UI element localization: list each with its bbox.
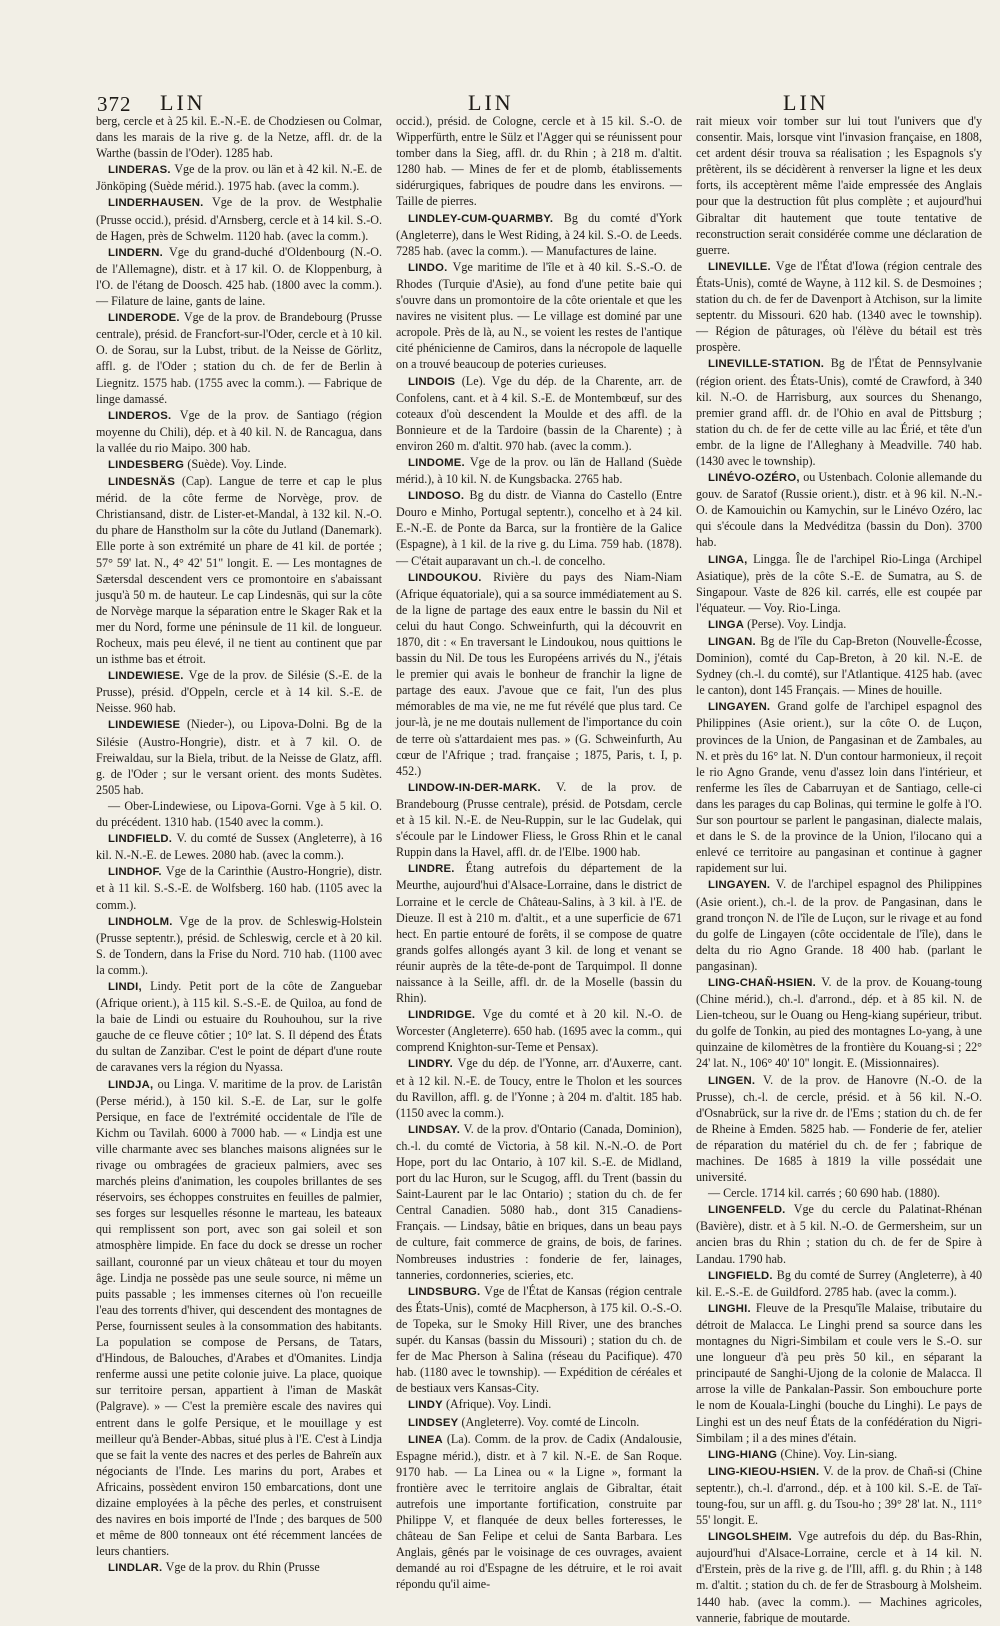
entry-body: Vge de la prov. ou län de Halland (Suède mérid.), à 10 kil. N. de Kungsbacka. 2765 hab. xyxy=(396,454,682,487)
dictionary-entry xyxy=(96,194,382,243)
entry-body: Vge de la prov. de Westphalie (Prusse occid.), présid. d'Arnsberg, cercle et à 14 kil. S.-O. de Hagen, près de Schwelm. 1120 hab. (avec la comm.). xyxy=(96,195,382,243)
entry-headword: LINEA xyxy=(408,1433,443,1446)
dictionary-entry xyxy=(396,779,682,860)
entry-headword: LINDFIELD. xyxy=(108,833,173,846)
dictionary-entry xyxy=(696,113,982,258)
entry-body: (Afrique). Voy. Lindi. xyxy=(446,1397,552,1412)
entry-body: V. de la prov. de Brandebourg (Prusse centrale), présid. de Potsdam, cercle et à 15 kil. N.-E. de Neu-Ruppin, sur le lac Gudelak, qui s'écoule par le Lindower Fliess, le Gross Rhin et le canal Ruppin dans la Havel, affl. dr. de l'Elbe. 1900 hab. xyxy=(396,779,682,860)
dictionary-entry xyxy=(396,1055,682,1120)
entry-headword: LINGAN. xyxy=(708,636,756,648)
entry-body: — Ober-Lindewiese, ou Lipova-Gorni. Vge à 5 kil. O. du précédent. 1310 hab. (1540 avec la comm.). xyxy=(96,798,382,830)
dictionary-entry xyxy=(396,860,682,1006)
entry-body: (Le). Vge du dép. de la Charente, arr. de Confolens, cant. et à 4 kil. S.-E. de Montembœuf, sur des coteaux d'où descendent la Moulde et des affl. de la Bonnieure et de la Tardoire (bassin de la Charente) ; à environ 260 m. d'altit. 970 hab. (avec la comm.). xyxy=(396,373,683,453)
dictionary-entry xyxy=(96,1076,382,1560)
entry-headword: LING-KIEOU-HSIEN. xyxy=(708,1465,820,1478)
entry-headword: LINDSEY xyxy=(408,1416,459,1429)
entry-headword: LINGHI. xyxy=(708,1302,751,1315)
entry-body: Vge de l'État de Kansas (région centrale des États-Unis), comté de Macpherson, à 175 kil. O.-S.-O. de Topeka, sur le Smoky Hill River, une des branches supér. du Kansas (bassin du Missouri) ; station du ch. de fer de Mac Pherson à Salina (réseau du Pacifique). 470 hab. (1180 avec le township). — Expédition de céréales et de bestiaux vers Kansas-City. xyxy=(396,1283,683,1396)
entry-headword: LINDRE. xyxy=(408,863,455,876)
entry-headword: LINEVILLE-STATION. xyxy=(708,358,825,371)
entry-body: Vge de la prov. du Rhin (Prusse xyxy=(165,1560,320,1575)
entry-body: Vge de la prov. de Silésie (S.-E. de la Prusse), présid. d'Oppeln, cercle et à 14 kil. S.-E. de Neisse. 960 hab. xyxy=(96,668,383,716)
entry-headword: LINDERODE. xyxy=(108,312,180,325)
dictionary-entry xyxy=(696,1267,982,1300)
entry-body: (Chine). Voy. Lin-siang. xyxy=(780,1446,898,1461)
entry-headword: LINÉVO-OZÉRO, xyxy=(708,472,800,485)
entry-headword: LINDSAY. xyxy=(408,1123,461,1136)
entry-body: Vge autrefois du dép. du Bas-Rhin, aujourd'hui d'Alsace-Lorraine, cercle et à 14 kil. N. d'Erstein, près de la rive g. de l'Ill, affl. g. du Rhin ; à 148 m. d'altit. ; station du ch. de fer de Strasbourg à Molsheim. 1440 hab. (avec la comm.). — Machines agricoles, vannerie, fabrique de moutarde. xyxy=(696,1529,983,1625)
dictionary-entry xyxy=(96,978,382,1076)
entry-headword: LINDESBERG xyxy=(108,458,185,471)
entry-body: rait mieux voir tomber sur lui tout l'univers que d'y consentir. Mais, lorsque vint l'invasion française, en 1808, cet ardent désir trouva sa réalisation ; les Espagnols s'y prêtèrent, ils se décidèrent à renverser la ligne et les deux forts, ils acceptèrent même l'aide empressée des Anglais pour que la destruction fût plus complète ; et aujourd'hui Gibraltar dit hautement que toute tentative de reconstruction serait considérée comme une déclaration de guerre. xyxy=(696,114,982,257)
dictionary-entry xyxy=(396,1396,682,1413)
dictionary-entry xyxy=(696,1528,982,1626)
entry-body: Fleuve de la Presqu'île Malaise, tributaire du détroit de Malacca. Le Linghi prend sa source dans les montagnes du Nigri-Simbilam et coule vers le S.-O. sur une longueur d'à peu près 50 kil., en séparant la principauté de Sanghi-Ujong de la colonie de Malacca. Il arrose la ville de Pankalan-Passir. Son embouchure porte le nom de Kouala-Linghi (bouche du Linghi). Le pays de Linghi est un des neuf États de la confédération du Nigri-Simbilam ; il a des mines d'étain. xyxy=(696,1300,982,1445)
entry-headword: LINGENFELD. xyxy=(708,1204,786,1217)
entry-body: V. de la prov. d'Ontario (Canada, Dominion), ch.-l. du comté de Victoria, à 58 kil. N.-N.-O. de Port Hope, port du lac Ontario, à 107 kil. S.-E. de Midland, port du lac Huron, sur le Scugog, affl. du Trent (bassin du Saint-Laurent par le lac Ontario) ; station du ch. de fer Central Canadien. 5080 hab., dont 315 Canadiens-Français. — Lindsay, bâtie en briques, dans un beau pays de culture, fait commerce de grains, de bois, de farines. Nombreuses industries : fonderie de fer, lainages, tanneries, cordonneries, scieries, etc. xyxy=(396,1121,683,1282)
dictionary-entry xyxy=(96,473,382,667)
entry-headword: LINGAYEN. xyxy=(708,701,771,714)
dictionary-entry xyxy=(696,633,982,698)
entry-body: Étang autrefois du département de la Meurthe, aujourd'hui d'Alsace-Lorraine, dans le district de Lorraine et le cercle de Château-Salins, à 3 kil. à l'E. de Dieuze. Il est à 210 m. d'altit., et a une superficie de 671 hect. En partie entouré de forêts, il se compose de quatre grands golfes allongés ayant 3 kil. de long et venant se réunir auprès de la tête-de-pont de Tarquimpol. Il donne naissance à la Seille, affl. dr. de la Moselle (bassin du Rhin). xyxy=(396,861,682,1006)
running-head-left: LIN xyxy=(160,90,206,115)
dictionary-entry xyxy=(96,798,382,830)
dictionary-entry xyxy=(96,113,382,161)
column-right xyxy=(696,113,983,1625)
entry-headword: LING-HIANG xyxy=(708,1448,778,1461)
entry-body: Vge de la prov. de Schleswig-Holstein (Prusse septentr.), présid. de Schleswig, cercle et à 20 kil. S. de Tondern, dans la Frise du Nord. 710 hab. (1100 avec la comm.). xyxy=(96,913,383,977)
dictionary-entry xyxy=(96,667,382,716)
entry-headword: LINGEN. xyxy=(708,1074,756,1087)
entry-headword: LINDLAR. xyxy=(108,1562,163,1575)
entry-headword: LINGOLSHEIM. xyxy=(708,1531,792,1544)
running-head-center: LIN xyxy=(468,90,514,115)
page-number: 372 xyxy=(97,92,132,116)
entry-headword: LINDI, xyxy=(108,980,142,993)
dictionary-entry xyxy=(696,551,982,616)
entry-body: ou Linga. V. maritime de la prov. de Laristân (Perse mérid.), à 150 kil. S.-E. de Lar, sur le golfe Persique, en face de l'extrémité occidentale de l'île de Kichm ou Tavilah. 6000 à 7000 hab. — « Lindja est une ville charmante avec ses blanches maisons alignées sur le rivage ou ombragées de gracieux palmiers, avec ses marchés pleins d'animation, les coupoles brillantes de ses réservoirs, ses échoppes construites en feuilles de palmier, ses forges sur lesquelles résonne le marteau, les bateaux qui remplissent son port, avec son gai soleil et son atmosphère limpide. En face du dock se dresse un rocher saillant, couronné par un vieux château et tour du moyen âge. Lindja ne possède pas une seule source, ni même un puits passable ; les immenses citernes où l'on recueille l'eau des torrents d'hiver, qui descendent des montagnes de Perse, fournissent seules à la consommation des habitants. La population se compose de Persans, de Tatars, d'Hindous, de Balouches, d'Arabes et d'Omanites. Lindja renferme aussi une petite colonie juive. La place, quoique sur territoire persan, appartient à l'iman de Maskât (Palgrave). » — C'est la première escale des navires qui entrent dans le golfe Persique, et le mouillage y est meilleur qu'à Bender-Abbas, situé plus à l'E. C'est à Lindja que se fait la vente des nacres et des perles de Bahreïn aux négociants de l'Inde. Les marins du port, Arabes et Africains, possèdent environ 150 embarcations, dont une dizaine employées à la pêche des perles, et construisent des navires en bois importé de l'Inde ; des barques de 500 et même de 800 tonneaux ont été récemment lancées de leurs chantiers. xyxy=(96,1076,382,1559)
dictionary-entry xyxy=(96,407,382,456)
dictionary-entry xyxy=(96,244,382,309)
entry-headword: LINDRIDGE. xyxy=(408,1009,476,1022)
entry-headword: LINGA xyxy=(708,618,744,631)
dictionary-entry xyxy=(396,1431,682,1593)
entry-body: V. de la prov. de Hanovre (N.-O. de la Prusse), ch.-l. de cercle, présid. et à 56 kil. N.-O. d'Osnabrück, sur la rive dr. de l'Ems ; station du ch. de fer de Rheine à Emden. 5825 hab. — Fonderie de fer, atelier de réparation du matériel du ch. de fer ; fabrique de machines. De 1685 à 1819 la ville possédait une université. xyxy=(696,1072,983,1185)
dictionary-entry xyxy=(696,698,982,876)
entry-body: Vge du comté et à 20 kil. N.-O. de Worcester (Angleterre). 650 hab. (1695 avec la comm., qui comprend Knighton-sur-Teme et Pensax). xyxy=(396,1007,682,1055)
dictionary-entry xyxy=(396,1283,682,1397)
entry-headword: LINDOIS xyxy=(408,375,456,388)
dictionary-entry xyxy=(96,716,382,797)
entry-body: (La). Comm. de la prov. de Cadix (Andalousie, Espagne mérid.), distr. et à 7 kil. N.-E. de San Roque. 9170 hab. — La Linea ou « la Ligne », formant la frontière avec le territoire anglais de Gibraltar, était autrefois une importante fortification, construite par Philippe V, et flanquée de deux belles forteresses, le château de San Felipe et celui de Santa Barbara. Les Anglais, gênés par le voisinage de ces ouvrages, avaient demandé au roi d'Espagne de les détruire, et le roi avait répondu qu'il aime- xyxy=(396,1431,682,1592)
dictionary-entry xyxy=(696,616,982,633)
entry-body: Vge de la Carinthie (Austro-Hongrie), distr. et à 11 kil. S.-S.-E. de Wolfsberg. 160 hab. (1105 avec la comm.). xyxy=(96,864,382,912)
dictionary-entry xyxy=(396,373,682,454)
page-header xyxy=(0,84,1000,114)
dictionary-entry xyxy=(696,1463,982,1528)
entry-headword: LING-CHAÑ-HSIEN. xyxy=(708,976,817,989)
entry-body: Vge de l'État d'Iowa (région centrale des États-Unis), comté de Wayne, à 112 kil. S. de Desmoines ; station du ch. de fer de Davenport à Atchison, sur la limite septentr. du Missouri. 620 hab. (1340 avec le township). — Région de pâturages, où l'élève du bétail est très prospère. xyxy=(696,258,982,355)
entry-body: Vge de la prov. de Santiago (région moyenne du Chili), dép. et à 40 kil. N. de Rancagua, dans la vallée du rio Maipo. 300 hab. xyxy=(96,407,383,455)
entry-headword: LINGA, xyxy=(708,553,748,566)
dictionary-entry xyxy=(396,454,682,487)
entry-headword: LINDSBURG. xyxy=(408,1285,481,1298)
entry-headword: LINDEWIESE. xyxy=(108,670,184,683)
dictionary-entry xyxy=(396,487,682,568)
entry-body: (Angleterre). Voy. comté de Lincoln. xyxy=(461,1414,640,1429)
entry-headword: LINDOME. xyxy=(408,456,465,469)
dictionary-entry xyxy=(96,863,382,912)
entry-body: Rivière du pays des Niam-Niam (Afrique équatoriale), qui a sa source immédiatement au S. de la ligne de partage des eaux entre le bassin du Nil et celui du haut Congo. Schweinfurth, qui la découvrit en 1870, dit : « En traversant le Lindoukou, nous quittions le bassin du Nil. De tous les Européens arrivés du N., j'étais le premier qui avais le bonheur de franchir la ligne de partage des eaux. J'avoue que ce fait, l'un des plus mémorables de ma vie, ne me fut révélé que plus tard. Ce jour-là, je ne me doutais nullement de l'importance du coin de terre où s'attardaient mes pas. » (G. Schweinfurth, Au cœur de l'Afrique ; trad. française ; 1875, Paris, t. I, p. 452.) xyxy=(396,569,682,778)
dictionary-entry xyxy=(696,876,982,974)
text-columns xyxy=(96,113,983,1625)
entry-body: (Perse). Voy. Lindja. xyxy=(747,616,847,631)
entry-body: — Cercle. 1714 kil. carrés ; 60 690 hab. (1880). xyxy=(708,1186,941,1201)
entry-body: Bg de l'État de Pennsylvanie (région orient. des États-Unis), comté de Crawford, à 340 kil. N.-O. de Harrisburg, aux sources du Shenango, premier grand affl. dr. de l'Ohio en aval de Pittsburg ; station du ch. de fer de cette ville au lac Érié, et tête d'un embr. de la ligne de l'Alleghany à Meadville. 740 hab. (1430 avec le township). xyxy=(696,356,982,468)
entry-headword: LINDEWIESE xyxy=(108,719,181,732)
column-left xyxy=(96,113,383,1575)
dictionary-entry xyxy=(696,1446,982,1463)
entry-body: Bg de l'île du Cap-Breton (Nouvelle-Écosse, Dominion), comté du Cap-Breton, à 20 kil. N.-E. de Sydney (ch.-l. du comté), sur l'Atlantique. 4125 hab. (avec le canton), dont 145 Français. — Mines de houille. xyxy=(696,634,982,698)
entry-headword: LINDOSO. xyxy=(408,490,465,503)
entry-body: (Suède). Voy. Linde. xyxy=(187,456,287,471)
entry-body: Vge du dép. de l'Yonne, arr. d'Auxerre, cant. et à 12 kil. N.-E. de Toucy, entre le Tholon et les sources du Ravillon, affl. g. de l'Yonne ; à 204 m. d'altit. 185 hab. (1150 avec la comm.). xyxy=(396,1056,682,1120)
dictionary-entry xyxy=(96,830,382,863)
entry-headword: LINDRY. xyxy=(408,1058,453,1071)
dictionary-entry xyxy=(696,1072,982,1186)
entry-body: V. de la prov. de Kouang-toung (Chine mérid.), ch.-l. d'arrond., dép. et à 85 kil. N. de Lien-tcheou, sur le Ouang ou Heng-kiang supérieur, tribut. du golfe de Tonkin, au pied des montagnes Lo-yang, à une quinzaine de kilomètres de la frontière du Kouang-si ; 22° 24' lat. N., 106° 40' 10" longit. E. (Missionnaires). xyxy=(696,974,982,1071)
entry-body: berg, cercle et à 25 kil. E.-N.-E. de Chodziesen ou Colmar, dans les marais de la rive g. de la Netze, affl. dr. de la Warthe (bassin de l'Oder). 1285 hab. xyxy=(96,114,382,161)
entry-body: (Nieder-), ou Lipova-Dolni. Bg de la Silésie (Austro-Hongrie), distr. et à 7 kil. O. de Freiwaldau, sur la Biela, tribut. de la Neisse de Glatz, affl. g. de l'Oder ; sur le versant orient. des monts Sudètes. 2505 hab. xyxy=(96,717,382,797)
dictionary-entry xyxy=(396,210,682,259)
dictionary-entry xyxy=(96,456,382,473)
entry-body: (Cap). Langue de terre et cap le plus mérid. de la côte ferme de Norvège, prov. de Christiansand, distr. de Lister-et-Mandal, à 132 kil. N.-O. du phare de Hanstholm sur la côte du Jutland (Danemark). Elle porte à son extrémité un phare de 41 kil. de portée ; 57° 59' lat. N., 4° 42' 51" longit. E. — Les montagnes de Sætersdal descendent vers ce promontoire en s'abaissant jusqu'à 50 m. de hauteur. Le cap Lindesnäs, qui sur la côte de Norvège marque la séparation entre le Skager Rak et la mer du Nord, forme une péninsule de 11 kil. de longueur. Rocheux, mais peu élevé, il ne tient au continent que par un isthme bas et étroit. xyxy=(96,474,382,667)
dictionary-entry xyxy=(96,1559,382,1576)
dictionary-entry xyxy=(696,1185,982,1201)
entry-body: ou Ustenbach. Colonie allemande du gouv. de Saratof (Russie orient.), distr. et à 96 kil. N.-N.-O. de Kamouichin ou Kamychin, sur le Linévo Ozéro, lac qui s'écoule dans la Medvéditza (bassin du Don). 3700 hab. xyxy=(696,470,983,550)
dictionary-entry xyxy=(96,161,382,194)
dictionary-entry xyxy=(696,469,982,550)
dictionary-entry xyxy=(696,1300,982,1446)
entry-headword: LINDEROS. xyxy=(108,409,172,422)
dictionary-entry xyxy=(396,1121,682,1283)
entry-headword: LINGFIELD. xyxy=(708,1269,773,1282)
dictionary-entry xyxy=(396,1414,682,1431)
entry-body: Bg du comté de Surrey (Angleterre), à 40 kil. E.-S.-E. de Guildford. 2785 hab. (avec la comm.). xyxy=(696,1267,983,1299)
entry-headword: LINEVILLE. xyxy=(708,260,771,273)
dictionary-entry xyxy=(396,259,682,373)
entry-headword: LINDJA, xyxy=(108,1078,154,1091)
dictionary-entry xyxy=(396,569,682,779)
entry-headword: LINDLEY-CUM-QUARMBY. xyxy=(408,212,554,225)
dictionary-entry xyxy=(396,113,682,210)
entry-body: Vge du cercle du Palatinat-Rhénan (Bavière), distr. et à 5 kil. N.-O. de Germersheim, sur un ancien bras du Rhin ; station du ch. de fer de Spire à Landau. 1790 hab. xyxy=(696,1202,983,1266)
running-head-right: LIN xyxy=(783,90,829,115)
entry-headword: LINDOW-IN-DER-MARK. xyxy=(408,781,541,794)
column-middle xyxy=(396,113,683,1592)
entry-body: Bg du distr. de Vianna do Castello (Entre Douro e Minho, Portugal septentr.), concelho et à 24 kil. E.-N.-E. de Ponte da Barca, sur la frontière de la Galice (Espagne), à 1 kil. de la rive g. du Lima. 759 hab. (1878). — C'était auparavant un ch.-l. de concelho. xyxy=(396,488,682,568)
entry-body: Lindy. Petit port de la côte de Zanguebar (Afrique orient.), à 115 kil. S.-S.-E. de Quiloa, au fond de la baie de Lindi ou estuaire du Rouhouhou, sur la rive gauche de ce fleuve côtier ; 10° lat. S. Il dépend des États du sultan de Zanzibar. C'est le point de départ d'une route de caravanes vers la région du Nyassa. xyxy=(96,978,382,1075)
entry-headword: LINDHOF. xyxy=(108,866,162,879)
dictionary-entry xyxy=(696,258,982,356)
entry-body: Vge de la prov. ou län et à 42 kil. N.-E. de Jönköping (Suède mérid.). 1975 hab. (avec la comm.). xyxy=(96,162,382,194)
entry-body: Vge du grand-duché d'Oldenbourg (N.-O. de l'Allemagne), distr. et à 17 kil. O. de Kloppenburg, à l'O. de l'étang de Doosch. 425 hab. (1800 avec la comm.). — Filature de laine, gants de laine. xyxy=(96,244,382,309)
dictionary-entry xyxy=(96,309,382,407)
dictionary-entry xyxy=(696,974,982,1072)
entry-headword: LINDERHAUSEN. xyxy=(108,197,204,210)
entry-headword: LINDESNÄS xyxy=(108,476,176,489)
dictionary-entry xyxy=(696,355,982,469)
entry-headword: LINDERAS. xyxy=(108,164,171,177)
entry-headword: LINDO. xyxy=(408,261,448,274)
entry-headword: LINDERN. xyxy=(108,246,163,259)
entry-body: Grand golfe de l'archipel espagnol des Philippines (Asie orient.), sur la côte O. de Luçon, provinces de la Union, de Pangasinan et de Zambales, au N. et près du 16° lat. N. D'un contour harmonieux, il reçoit le rio Agno Grande, venu d'assez loin dans l'intérieur, et renferme les îles de Cabarruyan et de Santiago, celle-ci dans les parages du cap Bolinas, qui termine le golfe à l'O. Sur son pourtour se parlent le pangasinan, dialecte malais, et dans le S. de la province de la Union, l'ilocano qui a enlevé ce territoire au pangasinan et continue à gagner rapidement sur lui. xyxy=(696,699,982,876)
dictionary-entry xyxy=(396,1006,682,1055)
entry-headword: LINDY xyxy=(408,1399,443,1412)
entry-headword: LINDOUKOU. xyxy=(408,571,482,584)
entry-body: V. de l'archipel espagnol des Philippines (Asie orient.), ch.-l. de la prov. de Pangasinan, dans le grand tronçon N. de l'île de Luçon, sur le rivage et au fond du golfe de Lingayen (côte occidentale de l'île), dans le delta du rio Agno Grande. 18 400 hab. (parlant le pangasinan). xyxy=(696,877,982,973)
entry-body: Lingga. Île de l'archipel Rio-Linga (Archipel Asiatique), près de la côte S.-E. de Sumatra, au S. de Singapour. Vaste de 826 kil. carrés, elle est coupée par l'équateur. — Voy. Rio-Linga. xyxy=(696,551,982,615)
entry-body: occid.), présid. de Cologne, cercle et à 15 kil. S.-O. de Wipperfürth, entre le Sülz et l'Agger qui se réunissent pour tomber dans la Sieg, affl. dr. du Rhin ; à 218 m. d'altit. 1280 hab. — Mines de fer et de plomb, établissements sidérurgiques, fabriques de poudre dans les environs. — Taille de pierres. xyxy=(396,114,682,209)
dictionary-entry xyxy=(96,913,382,978)
entry-headword: LINGAYEN. xyxy=(708,879,771,892)
entry-body: Bg du comté d'York (Angleterre), dans le West Riding, à 24 kil. S.-O. de Leeds. 7285 hab. (avec la comm.). — Manufactures de laine. xyxy=(396,210,682,258)
entry-headword: LINDHOLM. xyxy=(108,915,173,928)
entry-body: V. du comté de Sussex (Angleterre), à 16 kil. N.-N.-E. de Lewes. 2080 hab. (avec la comm.). xyxy=(96,831,382,863)
entry-body: Vge maritime de l'île et à 40 kil. S.-S.-O. de Rhodes (Turquie d'Asie), au fond d'une petite baie qui s'ouvre dans un promontoire de la côte orientale et que les navires ne visitent plus. — Le village est dominé par une acropole. Près de là, au N., se voient les restes de l'antique cité phénicienne de Camiros, dans la nécropole de laquelle on a trouvé beaucoup de poteries curieuses. xyxy=(396,259,683,372)
entry-body: Vge de la prov. de Brandebourg (Prusse centrale), présid. de Francfort-sur-l'Oder, cercle et à 10 kil. O. de Sorau, sur la Lubst, tribut. de la Neisse de Görlitz, affl. g. de l'Oder ; station du ch. de fer de Berlin à Liegnitz. 1575 hab. (1755 avec la comm.). — Fabrique de linge damassé. xyxy=(96,310,383,406)
dictionary-entry xyxy=(696,1201,982,1266)
entry-body: V. de la prov. de Chañ-si (Chine septentr.), ch.-l. d'arrond., dép. et à 100 kil. S.-E. de Taï-toung-fou, sur un affl. g. du Tsou-ho ; 39° 28' lat. N., 111° 55' longit. E. xyxy=(696,1463,982,1528)
